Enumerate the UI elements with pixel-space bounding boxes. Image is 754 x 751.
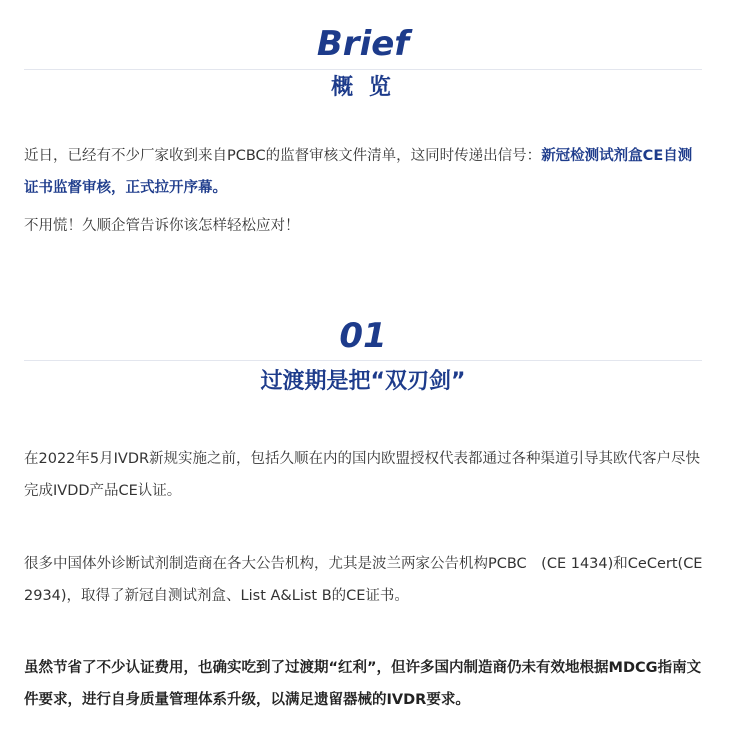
brief-paragraph-2: 不用慌！久顺企管告诉你该怎样轻松应对！ xyxy=(24,218,300,234)
section-01-paragraph-2: 很多中国体外诊断试剂制造商在各大公告机构，尤其是波兰两家公告机构PCBC (CE 1434)和CeCert(CE 2934)，取得了新冠自测试剂盒、List A&List B的CE证书。 xyxy=(24,556,703,604)
brief-paragraph-1-text: 近日，已经有不少厂家收到来自PCBC的监督审核文件清单，这同时传递出信号： xyxy=(24,148,542,164)
section-01-paragraph-1: 在2022年5月IVDR新规实施之前，包括久顺在内的国内欧盟授权代表都通过各种渠道引导其欧代客户尽快完成IVDD产品CE认证。 xyxy=(24,451,701,499)
section-01-title: 过渡期是把“双刃剑” xyxy=(260,369,466,394)
brief-divider xyxy=(24,69,702,70)
brief-paragraph-1-emphasis: 新冠检测试剂盒CE自测证书监督审核，正式拉开序幕。 xyxy=(24,148,693,196)
brief-title-cn: 概 览 xyxy=(331,75,395,100)
section-01-paragraph-3: 虽然节省了不少认证费用，也确实吃到了过渡期“红利”，但许多国内制造商仍未有效地根据MDCG指南文件要求，进行自身质量管理体系升级，以满足遗留器械的IVDR要求。 xyxy=(24,660,702,708)
section-01-header xyxy=(24,316,702,397)
brief-paragraph-1 xyxy=(24,140,704,204)
section-01-divider xyxy=(24,360,702,361)
section-number: 01 xyxy=(339,316,387,356)
brief-header xyxy=(24,24,702,103)
brief-title-en: Brief xyxy=(316,24,410,64)
